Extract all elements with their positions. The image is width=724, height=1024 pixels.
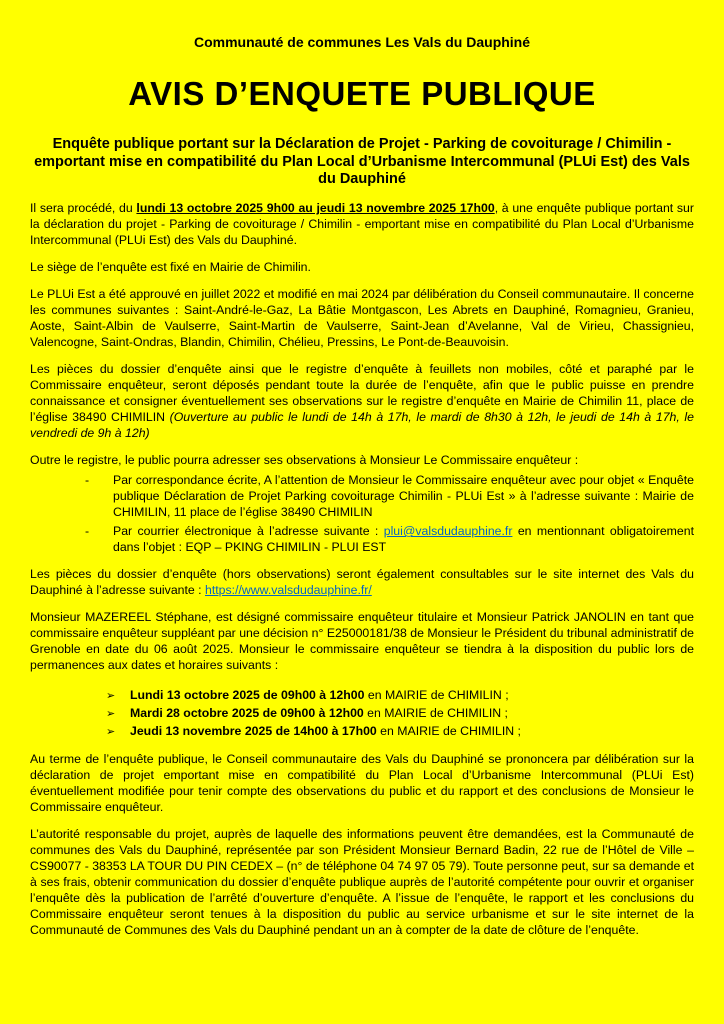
permanence-1-text xyxy=(130,687,694,704)
observation-by-email-text xyxy=(113,523,694,555)
dash-bullet: - xyxy=(85,524,90,539)
paragraph-council-decision: Au terme de l’enquête publique, le Conseil communautaire des Vals du Dauphiné se prononcera par délibération sur la déclaration de projet emportant mise en compatibilité du Plan Local d’Urbanisme Intercommunal (PLUi Est) éventuellement modifiée pour tenir compte des observations du public et du rapport et des conclusions de Monsieur le Commissaire enquêteur. xyxy=(30,752,694,815)
paragraph-responsible-authority: L’autorité responsable du projet, auprès de laquelle des informations peuvent être demandées, est la Communauté de communes des Vals du Dauphiné, représentée par son Président Monsieur Bernard Badin, 22 rue de l’Hôtel de Ville – CS90077 - 38353 LA TOUR DU PIN CEDEX – (n° de téléphone 04 74 97 05 79). Toute personne peut, sur sa demande et à ses frais, obtenir communication du dossier d’enquête publique auprès de l’autorité compétente pour ouvrir et organiser l’enquête dès la publication de l’arrêté d’ouverture d’enquête. A l’issue de l’enquête, le rapport et les conclusions du Commissaire enquêteur seront tenues à la disposition du public au service urbanisme et sur le site internet de la Communauté de Communes des Vals du Dauphiné pendant un an à compter de la date de clôture de l’enquête. xyxy=(30,827,694,938)
permanence-dates-list xyxy=(30,687,694,740)
list-item-permanence-3 xyxy=(30,723,694,740)
opening-hours-note: (Ouverture au public le lundi de 14h à 17h, le mardi de 8h30 à 12h, le jeudi de 14h à 17h, le vendredi de 9h à 12h) xyxy=(30,410,695,441)
arrow-bullet: ➢ xyxy=(106,690,116,703)
paragraph-inquiry-seat: Le siège de l’enquête est fixé en Mairie de Chimilin. xyxy=(30,260,311,275)
paragraph-online-consultation xyxy=(30,566,694,598)
paragraph-commissioner-designation: Monsieur MAZEREEL Stéphane, est désigné commissaire enquêteur titulaire et Monsieur Patrick JANOLIN en tant que commissaire enquêteur suppléant par une décision n° E25000181/38 de Monsieur le Président du tribunal administratif de Grenoble en date du 06 août 2025. Monsieur le commissaire enquêteur se tiendra à la disposition du public lors de permanences aux dates et horaires suivants : xyxy=(30,610,694,673)
permanence-3-text xyxy=(130,723,694,740)
permanence-2-date: Mardi 28 octobre 2025 de 09h00 à 12h00 xyxy=(130,706,364,721)
notice-body xyxy=(30,200,694,938)
arrow-bullet: ➢ xyxy=(106,708,116,721)
website-link[interactable]: https://www.valsdudauphine.fr/ xyxy=(205,583,372,598)
paragraph-inquiry-announcement xyxy=(30,200,694,248)
organization-name: Communauté de communes Les Vals du Dauphiné xyxy=(193,34,531,50)
notice-subtitle: Enquête publique portant sur la Déclaration de Projet - Parking de covoiturage / Chimilin - emportant mise en compatibilité du Plan Local d’Urbanisme Intercommunal (PLUi Est) des Vals du Dauphiné xyxy=(34,136,690,188)
email-option-before: Par courrier électronique à l’adresse suivante : xyxy=(113,524,384,539)
list-item-observation-by-mail xyxy=(30,472,694,520)
permanence-1-date: Lundi 13 octobre 2025 de 09h00 à 12h00 xyxy=(130,688,365,703)
email-link[interactable]: plui@valsdudauphine.fr xyxy=(383,524,513,539)
announcement-text-after: , à une enquête publique portant sur la déclaration du projet - Parking de covoiturage / Chimilin - emportant mise en compatibilité du Plan Local d’Urbanisme Intercommunal (PLUi Est) des Vals du Dauphiné. xyxy=(30,201,694,248)
list-item-permanence-2 xyxy=(30,705,694,722)
paragraph-register-deposit xyxy=(30,361,694,441)
list-item-observation-by-email xyxy=(30,523,694,555)
online-consultation-text: Les pièces du dossier d’enquête (hors observations) seront également consultables sur le site internet des Vals du Dauphiné à l’adresse suivante : xyxy=(30,567,694,598)
arrow-bullet: ➢ xyxy=(106,726,116,739)
permanence-3-date: Jeudi 13 novembre 2025 de 14h00 à 17h00 xyxy=(130,724,377,739)
permanence-2-text xyxy=(130,705,694,722)
paragraph-plui-communes: Le PLUi Est a été approuvé en juillet 2022 et modifié en mai 2024 par délibération du Conseil communautaire. Il concerne les communes suivantes : Saint-André-le-Gaz, La Bâtie Montgascon, Les Abrets en Dauphiné, Romagnieu, Granieu, Aoste, Saint-Albin de Vaulserre, Saint-Martin de Vaulserre, Saint-Jean d’Avelanne, Val de Virieu, Chassignieu, Valencogne, Saint-Ondras, Blandin, Chimilin, Chélieu, Pressins, Le Pont-de-Beauvoisin. xyxy=(30,287,694,350)
observation-options-list xyxy=(30,472,694,555)
notice-title: AVIS D’ENQUETE PUBLIQUE xyxy=(128,74,596,112)
permanence-2-place: en MAIRIE de CHIMILIN ; xyxy=(363,706,508,721)
permanence-3-place: en MAIRIE de CHIMILIN ; xyxy=(376,724,521,739)
inquiry-period-dates: lundi 13 octobre 2025 9h00 au jeudi 13 novembre 2025 17h00 xyxy=(136,201,495,216)
dash-bullet: - xyxy=(85,473,90,488)
email-option-after: en mentionnant obligatoirement dans l’objet : EQP – PKING CHIMILIN - PLUI EST xyxy=(113,524,695,555)
paragraph-observations-intro: Outre le registre, le public pourra adresser ses observations à Monsieur Le Commissaire enquêteur : xyxy=(30,453,579,468)
list-item-permanence-1 xyxy=(30,687,694,704)
announcement-text-before: Il sera procédé, du xyxy=(30,201,137,216)
register-text: Les pièces du dossier d’enquête ainsi que le registre d’enquête à feuillets non mobiles, côté et paraphé par le Commissaire enquêteur, seront déposés pendant toute la durée de l’enquête, afin que le public puisse en prendre connaissance et consigner éventuellement ses observations sur le registre d’enquête en Mairie de Chimilin 11, place de l’église 38490 CHIMILIN xyxy=(30,362,694,425)
permanence-1-place: en MAIRIE de CHIMILIN ; xyxy=(364,688,509,703)
observation-by-mail-text: Par correspondance écrite, A l’attention de Monsieur le Commissaire enquêteur avec pour objet « Enquête publique Déclaration de Projet Parking covoiturage Chimilin - PLUi Est » à l’adresse suivante : Mairie de CHIMILIN, 11 place de l’église 38490 CHIMILIN xyxy=(113,473,694,520)
